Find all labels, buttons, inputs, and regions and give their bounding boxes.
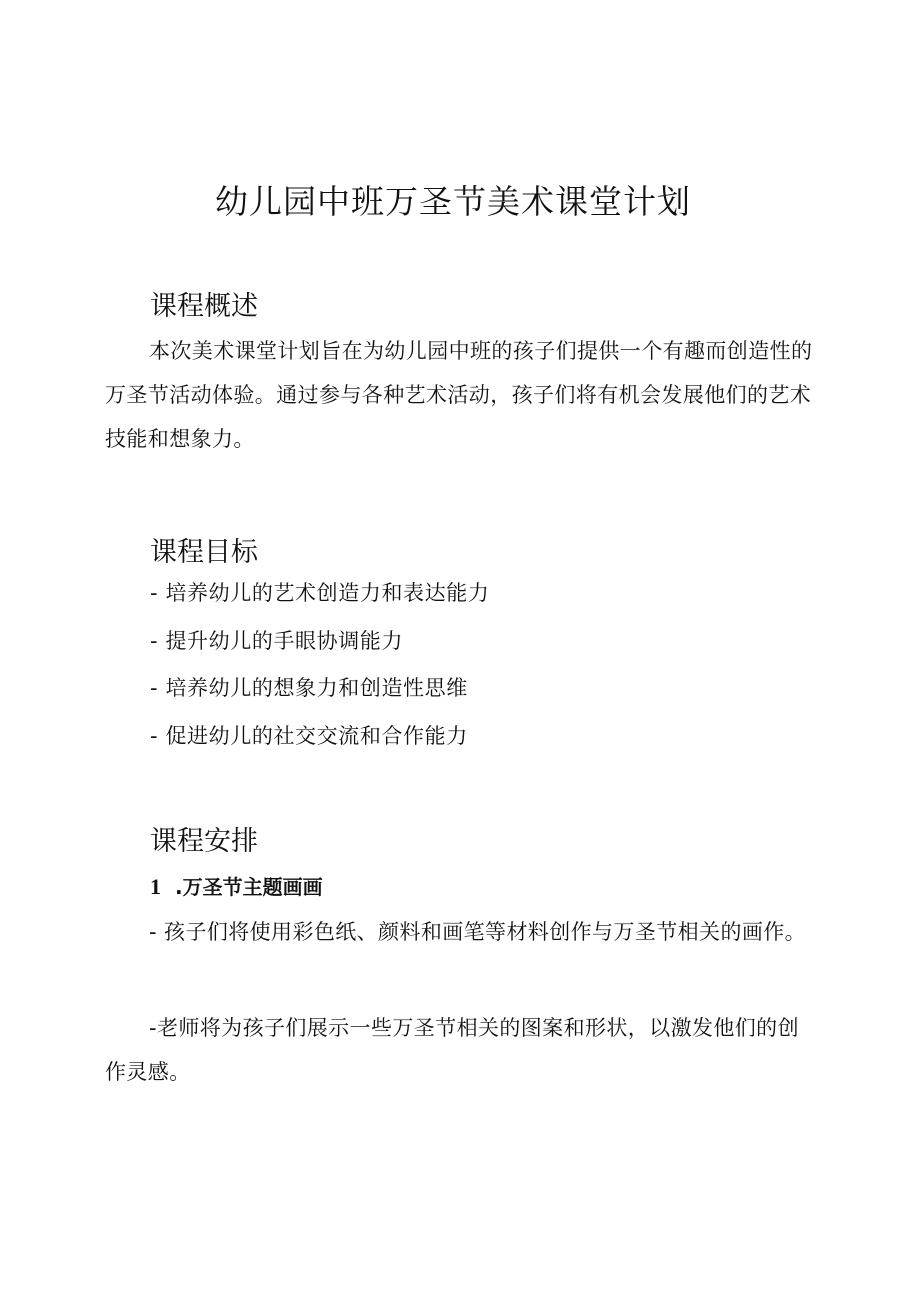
goal-item-3: - 培养幼儿的想象力和创造性思维: [150, 676, 468, 700]
goal-item-4: - 促进幼儿的社交交流和合作能力: [150, 724, 468, 748]
goal-item-1: - 培养幼儿的艺术创造力和表达能力: [150, 581, 490, 605]
schedule-paragraph-2: -老师将为孩子们展示一些万圣节相关的图案和形状，以激发他们的创作灵感。: [105, 1016, 799, 1084]
section-heading-overview: 课程概述: [150, 291, 258, 322]
subheading-title: .万圣节主题画画: [175, 875, 323, 899]
subheading-number: 1: [150, 874, 161, 899]
section-heading-schedule: 课程安排: [150, 826, 258, 857]
goal-item-2: - 提升幼儿的手眼协调能力: [150, 629, 404, 653]
schedule-subheading-1: [150, 871, 323, 900]
document-title: 幼儿园中班万圣节美术课堂计划: [215, 182, 691, 221]
schedule-paragraph-1: - 孩子们将使用彩色纸、颜料和画笔等材料创作与万圣节相关的画作。: [149, 920, 807, 944]
section-heading-goals: 课程目标: [150, 537, 258, 568]
overview-paragraph: 本次美术课堂计划旨在为幼儿园中班的孩子们提供一个有趣而创造性的万圣节活动体验。通过参与各种艺术活动，孩子们将有机会发展他们的艺术技能和想象力。: [105, 339, 813, 451]
